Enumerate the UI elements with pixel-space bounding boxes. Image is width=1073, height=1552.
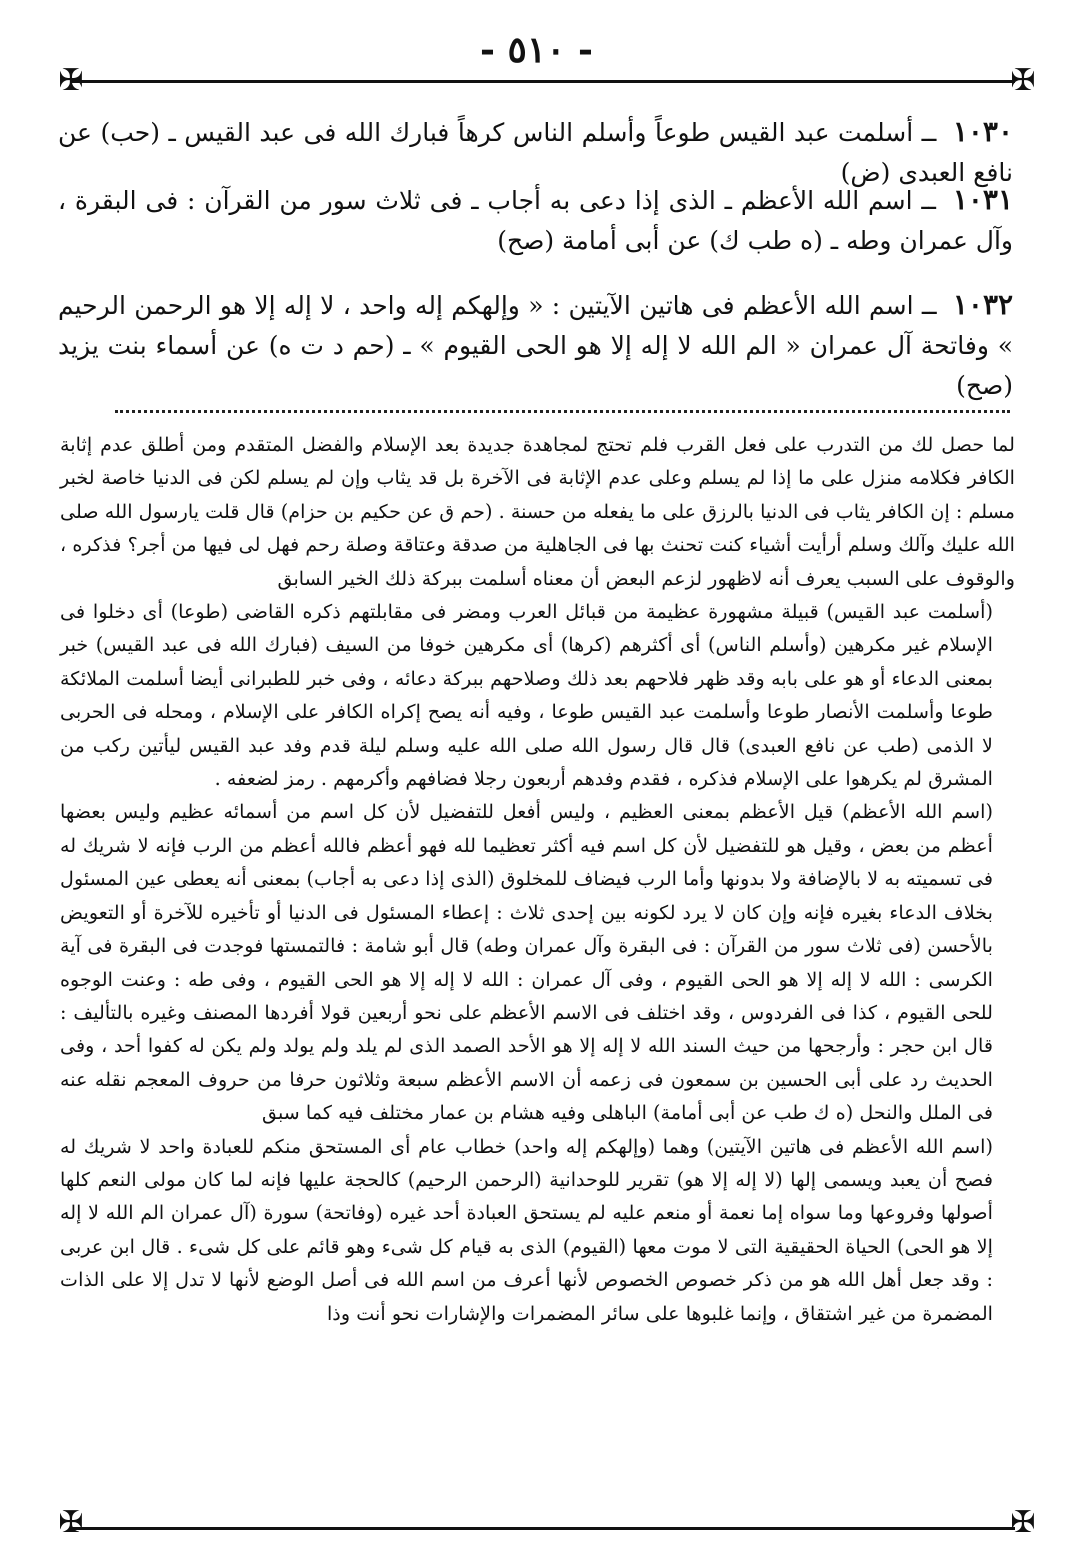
hadith-text: ــ أسلمت عبد القيس طوعاً وأسلم الناس كرهاً فبارك الله فى عبد القيس ـ (حب) عن نافع العبدى (ض)	[58, 118, 1013, 187]
commentary-paragraph: (أسلمت عبد القيس) قبيلة مشهورة عظيمة من قبائل العرب ومضر فى مقابلتهم ذكره القاضى (طوعا) أى دخلوا فى الإسلام غير مكرهين (وأسلم الناس) أى أكثرهم (كرها) أى مكرهين خوفا من السيف (فبارك الله فى عبد القيس) خبر بمعنى الدعاء أو هو على بابه وقد ظهر فلاحهم بعد ذلك وصلاحهم ببركة دعائه ، وفى خبر للطبرانى أيضا أسلمت الملائكة طوعا وأسلمت الأنصار طوعا وأسلمت عبد القيس طوعا ، وفيه أنه يصح إكراه الكافر على الإسلام ، ومحله فى الحربى لا الذمى (طب عن نافع العبدى) قال قال رسول الله صلى الله عليه وسلم ليلة قدم وفد عبد القيس ليأتين ركب من المشرق لم يكرهوا على الإسلام فذكره ، فقدم وفدهم أربعون رجلا فضافهم وأكرمهم . رمز لضعفه .	[60, 600, 993, 791]
bottom-rule	[70, 1527, 1015, 1530]
floral-corner-icon: ✠	[58, 63, 84, 98]
hadith-text: ــ اسم الله الأعظم ـ الذى إذا دعى به أجاب ـ فى ثلاث سور من القرآن : فى البقرة ، وآل عمران وطه ـ (ه طب ك) عن أبى أمامة (صح)	[58, 186, 1013, 255]
hadith-text: ــ اسم الله الأعظم فى هاتين الآيتين : « وإلهكم إله واحد ، لا إله إلا هو الرحمن الرحيم » وفاتحة آل عمران « الم الله لا إله إلا هو الحى القيوم » ـ (حم د ت ه) عن أسماء بنت يزيد (صح)	[58, 291, 1013, 400]
hadith-number: ١٠٣٢	[952, 288, 1014, 321]
commentary-paragraph: (اسم الله الأعظم) قيل الأعظم بمعنى العظيم ، وليس أفعل للتفضيل لأن كل اسم من أسمائه عظيم وليس بعضها أعظم من بعض ، وقيل هو للتفضيل لأن كل اسم فيه أكثر تعظيما لله فهو أعظم فالله أعظم من الرب فإنه لا شريك له فى تسميته به لا بالإضافة ولا بدونها وأما الرب فيضاف للمخلوق (الذى إذا دعى به أجاب) بمعنى أنه يعطى عين المسئول بخلاف الدعاء بغيره فإنه وإن كان لا يرد لكونه بين إحدى ثلاث : إعطاء المسئول فى الدنيا أو تأخيره للآخرة أو التعويض بالأحسن (فى ثلاث سور من القرآن : فى البقرة وآل عمران وطه) قال أبو شامة : فالتمستها فوجدت فى البقرة فى آية الكرسى : الله لا إله إلا هو الحى القيوم ، وفى آل عمران : الله لا إله إلا هو الحى القيوم ، وفى طه : وعنت الوجوه للحى القيوم ، كذا فى الفردوس ، وقد اختلف فى الاسم الأعظم على نحو أربعين قولا أفردها المصنف وغيره بالتأليف : قال ابن حجر : وأرجحها من حيث السند الله لا إله إلا هو الأحد الصمد الذى لم يلد ولم يولد ولم يكن له كفوا أحد ، وفى الحديث رد على أبى الحسين بن سمعون فى زعمه أن الاسم الأعظم سبعة وثلاثون حرفا من حروف المعجم نقله عنه فى الملل والنحل (ه ك طب عن أبى أمامة) الباهلى وفيه هشام بن عمار مختلف فيه كما سبق	[60, 800, 993, 1125]
commentary-paragraph: لما حصل لك من التدرب على فعل القرب فلم تحتج لمجاهدة جديدة بعد الإسلام والفضل المتقدم ومن أطلق عدم إثابة الكافر فكلامه منزل على ما إذا لم يسلم وعلى عدم الإثابة فى الآخرة بل قد يثاب وإن لم يسلم لكن فى الدنيا خاصة لخبر مسلم : إن الكافر يثاب فى الدنيا بالرزق على ما يفعله من حسنة . (حم ق عن حكيم بن حزام) قال قلت يارسول الله صلى الله عليك وآلك وسلم أرأيت أشياء كنت تحنث بها فى الجاهلية من صدقة وعتاقة وصلة رحم فهل لى فيها من أجر؟ فذكره ، والوقوف على السبب يعرف أنه لاظهور لزعم البعض أن معناه أسلمت ببركة ذلك الخير السابق	[60, 433, 1015, 590]
commentary-body	[60, 428, 1015, 1330]
section-divider	[115, 410, 1010, 413]
commentary-paragraph: (اسم الله الأعظم فى هاتين الآيتين) وهما (وإلهكم إله واحد) خطاب عام أى المستحق منكم للعبادة واحد لا شريك له فصح أن يعبد ويسمى إلها (لا إله إلا هو) تقرير للوحدانية (الرحمن الرحيم) كالحجة عليها فإنه لما كان مولى النعم كلها أصولها وفروعها وما سواه إما نعمة أو منعم عليه لم يستحق العبادة أحد غيره (وفاتحة) سورة (آل عمران الم الله لا إله إلا هو الحى) الحياة الحقيقية التى لا موت معها (القيوم) الذى به قيام كل شىء وهو قائم على كل شىء . قال ابن عربى : وقد جعل أهل الله هو من ذكر خصوص الخصوص لأنها أعرف من اسم الله فى أصل الوضع لأنها لا تدل إلا على الذات المضمرة من غير اشتقاق ، وإنما غلبوها على سائر المضمرات والإشارات نحو أنت وذا	[60, 1134, 993, 1325]
floral-corner-icon: ✠	[58, 1505, 84, 1540]
floral-corner-icon: ✠	[1010, 63, 1036, 98]
top-rule	[70, 80, 1015, 83]
floral-corner-icon: ✠	[1010, 1505, 1036, 1540]
page-number: - ٥١٠ -	[480, 29, 593, 71]
hadith-entry	[58, 285, 1013, 406]
hadith-number: ١٠٣٠	[952, 115, 1013, 148]
hadith-number: ١٠٣١	[952, 183, 1013, 216]
hadith-entry	[58, 180, 1013, 261]
